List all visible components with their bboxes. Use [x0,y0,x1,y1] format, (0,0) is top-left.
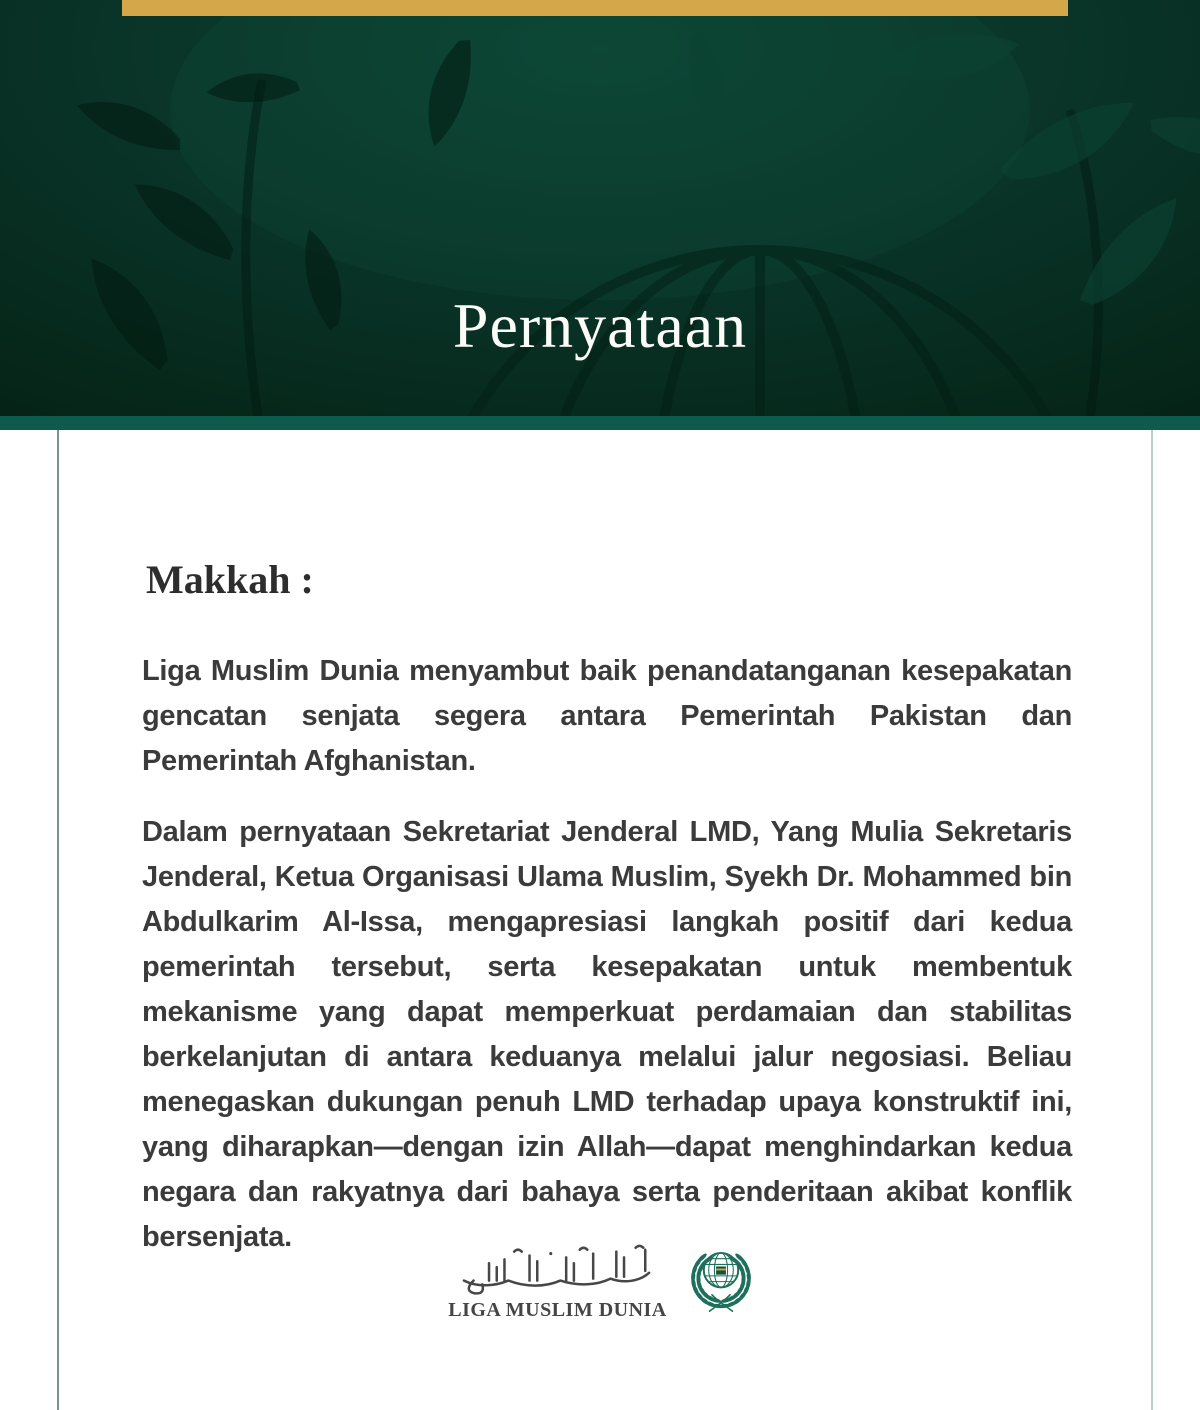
kaaba-icon [716,1266,726,1274]
arabic-calligraphy-wordmark [455,1242,660,1296]
footer-logo [0,1242,1200,1322]
logo-wordmarks [448,1242,667,1322]
gold-accent-bar [122,0,1068,16]
header-banner [0,0,1200,416]
statement-section [142,556,1072,1286]
statement-paragraph: Dalam pernyataan Sekretariat Jenderal LMD, Yang Mulia Sekretaris Jenderal, Ketua Organisasi Ulama Muslim, Syekh Dr. Mohammed bin Abdulkarim Al-Issa, mengapresiasi langkah positif dari kedua pemerintah tersebut, serta kesepakatan untuk membentuk mekanisme yang dapat memperkuat perdamaian dan stabilitas berkelanjutan di antara keduanya melalui jalur negosiasi. Beliau menegaskan dukungan penuh LMD terhadap upaya konstruktif ini, yang diharapkan—dengan izin Allah—dapat menghindarkan kedua negara dan rakyatnya dari bahaya serta penderitaan akibat konflik bersenjata. [142,816,1072,1253]
location-heading: Makkah : [146,557,314,602]
page-title: Pernyataan [452,290,748,361]
statement-paragraph: Liga Muslim Dunia menyambut baik penandatanganan kesepakatan gencatan senjata segera antara Pemerintah Pakistan dan Pemerintah Afghanistan. [142,655,1072,777]
header-divider-strip [0,416,1200,430]
globe-wreath-emblem-icon [680,1242,762,1318]
latin-wordmark: LIGA MUSLIM DUNIA [448,1299,667,1321]
